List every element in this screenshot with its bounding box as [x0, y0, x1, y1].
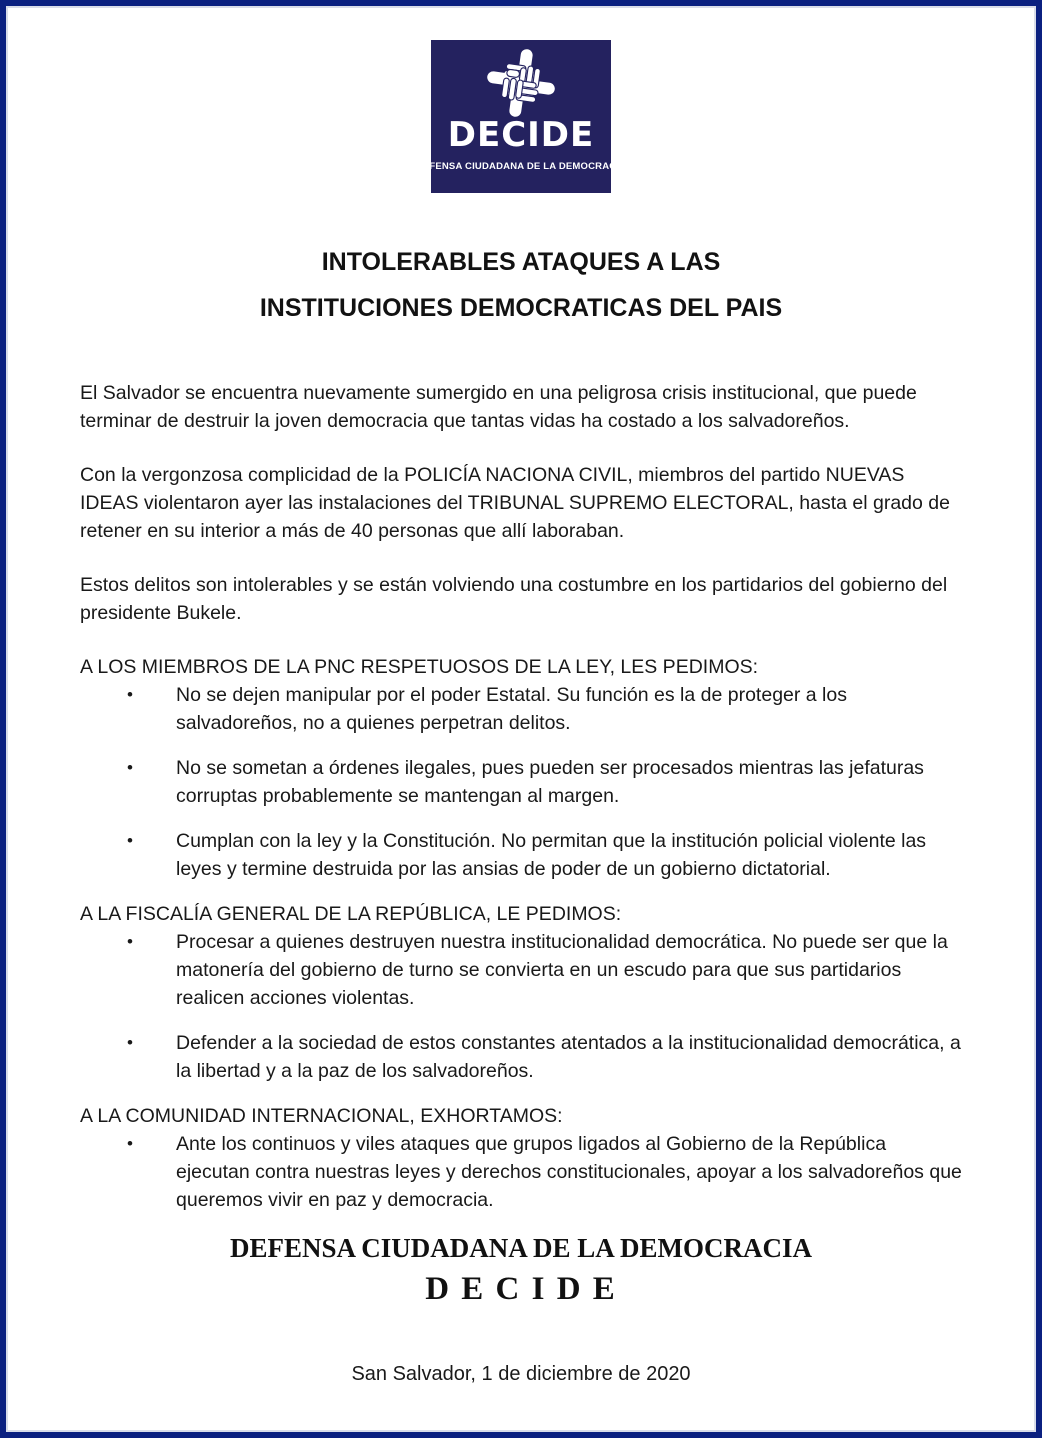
bullet-marker: • [127, 1033, 133, 1052]
paragraph: Estos delitos son intolerables y se están volviendo una costumbre en los partidarios del gobierno del presidente Bukele. [80, 574, 948, 624]
list-item [80, 1130, 962, 1214]
section-comunidad-internacional [80, 1102, 962, 1214]
list-item-text: Ante los continuos y viles ataques que grupos ligados al Gobierno de la República ejecutan contra nuestras leyes y derechos constitucionales, apoyar a los salvadoreños que queremos vivir en paz y democracia. [176, 1133, 962, 1211]
list-item [80, 928, 962, 1012]
logo-tagline: DEFENSA CIUDADANA DE LA DEMOCRACIA [415, 161, 627, 172]
section-pnc [80, 653, 962, 883]
footer-acronym: D E C I D E [425, 1271, 617, 1307]
document-body [80, 379, 962, 1231]
document-title [80, 239, 962, 331]
bullet-marker: • [127, 831, 133, 850]
list-item [80, 827, 962, 883]
four-hands-icon [486, 48, 556, 118]
section-heading: A LOS MIEMBROS DE LA PNC RESPETUOSOS DE LA LEY, LES PEDIMOS: [80, 656, 759, 678]
paragraph: El Salvador se encuentra nuevamente sumergido en una peligrosa crisis institucional, que puede terminar de destruir la joven democracia que tantas vidas ha costado a los salvadoreños. [80, 382, 917, 432]
list-item-text: Defender a la sociedad de estos constantes atentados a la institucionalidad democrática, a la libertad y a la paz de los salvadoreños. [176, 1032, 961, 1082]
paragraph: Con la vergonzosa complicidad de la POLICÍA NACIONA CIVIL, miembros del partido NUEVAS IDEAS violentaron ayer las instalaciones del TRIBUNAL SUPREMO ELECTORAL, hasta el grado de retener en su interior a más de 40 personas que allí laboraban. [80, 464, 950, 542]
bullet-marker: • [127, 1134, 133, 1153]
list-item [80, 754, 962, 810]
section-heading: A LA COMUNIDAD INTERNACIONAL, EXHORTAMOS: [80, 1105, 563, 1127]
list-item [80, 1029, 962, 1085]
list-item-text: No se sometan a órdenes ilegales, pues pueden ser procesados mientras las jefaturas corruptas probablemente se mantengan al margen. [176, 757, 924, 807]
logo-wordmark: DECIDE [447, 115, 595, 155]
section-heading: A LA FISCALÍA GENERAL DE LA REPÚBLICA, LE PEDIMOS: [80, 903, 622, 925]
document-footer [80, 1231, 962, 1438]
bullet-marker: • [127, 932, 133, 951]
section-fiscalia [80, 900, 962, 1085]
list-item-text: No se dejen manipular por el poder Estatal. Su función es la de proteger a los salvadoreños, no a quienes perpetran delitos. [176, 684, 847, 734]
list-item-text: Procesar a quienes destruyen nuestra institucionalidad democrática. No puede ser que la matonería del gobierno de turno se convierta en un escudo para que sus partidarios realicen acciones violentas. [176, 931, 948, 1009]
bullet-marker: • [127, 685, 133, 704]
document-title-line1: INTOLERABLES ATAQUES A LAS [321, 248, 721, 276]
bullet-marker: • [127, 758, 133, 777]
decide-logo [415, 40, 627, 193]
list-item-text: Cumplan con la ley y la Constitución. No permitan que la institución policial violente las leyes y termine destruida por las ansias de poder de un gobierno dictatorial. [176, 830, 927, 880]
footer-dateline: San Salvador, 1 de diciembre de 2020 [351, 1363, 691, 1385]
footer-org-name: DEFENSA CIUDADANA DE LA DEMOCRACIA [229, 1233, 813, 1263]
list-item [80, 681, 962, 737]
document-title-line2: INSTITUCIONES DEMOCRATICAS DEL PAIS [259, 294, 783, 322]
